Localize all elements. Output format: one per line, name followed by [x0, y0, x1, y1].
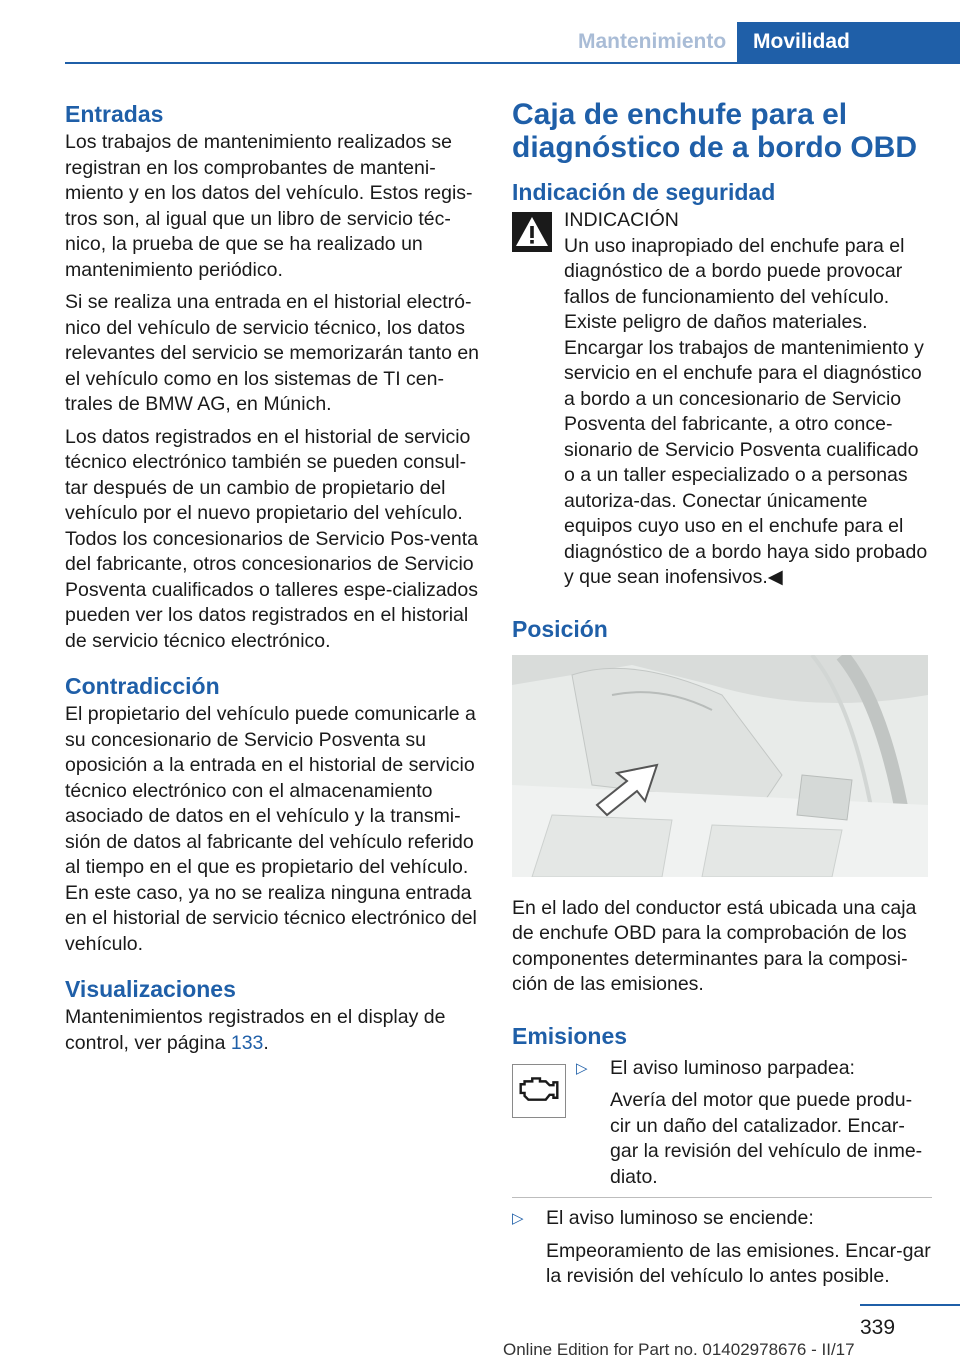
emisiones-item-1-text: Avería del motor que puede produ-cir un daño del catalizador. Encar-gar la revisión del vehículo de inme-diato. — [610, 1089, 923, 1188]
check-engine-icon-box — [512, 1064, 566, 1118]
header-section-label: Mantenimiento — [578, 30, 727, 53]
visualizaciones-text: Mantenimientos registrados en el display de control, ver página — [65, 1006, 446, 1054]
right-column — [512, 98, 932, 1297]
list-separator — [512, 1197, 932, 1198]
visualizaciones-period: . — [263, 1031, 269, 1054]
visualizaciones-heading: Visualizaciones — [65, 976, 236, 1002]
posicion-paragraph: En el lado del conductor está ubicada una caja de enchufe OBD para la comprobación de los componentes determinantes para la composi-ción de las emisiones. — [512, 896, 917, 995]
emisiones-item-2-text: Empeoramiento de las emisiones. Encar-gar la revisión del vehículo lo antes posible. — [546, 1239, 931, 1287]
obd-heading: Caja de enchufe para el diagnóstico de a bordo OBD — [512, 98, 918, 164]
obd-location-illustration — [512, 655, 928, 877]
entradas-paragraph-1: Los trabajos de mantenimiento realizados se registran en los comprobantes de manteni-miento y en los datos del vehículo. Estos regis-tros son, al igual que un libro de servicio téc-nico, la prueba de que se ha realizado un mantenimiento periódico. — [65, 131, 473, 281]
posicion-heading: Posición — [512, 615, 608, 642]
entradas-heading: Entradas — [65, 101, 164, 127]
check-engine-icon — [513, 1065, 565, 1117]
warning-triangle-icon — [512, 212, 552, 252]
section-contradiccion — [65, 670, 483, 957]
warning-block — [512, 208, 932, 591]
warning-text: Un uso inapropiado del enchufe para el diagnóstico de a bordo puede provocar fallos de funcionamiento del vehículo. Existe peligro de daños materiales. Encargar los trabajos de mantenimiento y servicio en el enchufe para el diagnóstico a bordo a un concesionario de Servicio Posventa del fabricante, a otro conce-sionario de Servicio Posventa cualificado o a un taller especializado o a personas autoriza-das. Conectar únicamente equipos cuyo uso en el enchufe para el diagnóstico de a bordo haya sido probado y que sean inofensivos.◀ — [564, 234, 928, 588]
section-entradas — [65, 98, 483, 654]
page-number: 339 — [860, 1316, 896, 1339]
entradas-paragraph-3: Los datos registrados en el historial de servicio técnico electrónico también se pueden consul-tar después de un cambio de propietario del vehículo por el nuevo propietario del vehículo. Todos los concesionarios de Servicio Pos-venta del fabricante, otros concesionarios de Servicio Posventa cualificados o talleres espe-cializados pueden ver los datos registrados en el historial de servicio técnico electrónico. — [65, 425, 478, 652]
footer-rule — [860, 1304, 960, 1306]
warning-label: INDICACIÓN — [564, 209, 679, 231]
contradiccion-paragraph: El propietario del vehículo puede comunicarle a su concesionario de Servicio Posventa su oposición a la entrada en el historial de servicio técnico electrónico con el almacenamiento asociado de datos en el vehículo y la transmi-sión de datos al fabricante del vehículo referido al tiempo en el que es propietario del vehículo. En este caso, ya no se realiza ninguna entrada en el historial de servicio técnico electrónico del vehículo. — [65, 703, 477, 955]
header-rule — [65, 62, 960, 64]
section-visualizaciones — [65, 973, 483, 1056]
edition-footer: Online Edition for Part no. 01402978676 - II/17 — [503, 1340, 855, 1359]
emisiones-item-1-title: El aviso luminoso parpadea: — [610, 1056, 855, 1079]
emisiones-item-2 — [512, 1206, 932, 1290]
contradiccion-heading: Contradicción — [65, 673, 220, 699]
left-column — [65, 98, 483, 1064]
header-chapter-tab: Movilidad — [737, 22, 960, 64]
emisiones-heading: Emisiones — [512, 1022, 628, 1049]
emisiones-list — [512, 1056, 932, 1290]
visualizaciones-paragraph — [65, 1005, 483, 1056]
entradas-paragraph-2: Si se realiza una entrada en el historial electró-nico del vehículo de servicio técnico, los datos relevantes del servicio se memorizarán tanto en el vehículo como en los sistemas de TI cen-trales de BMW AG, en Múnich. — [65, 291, 480, 415]
triangle-bullet-icon: ▷ — [576, 1059, 588, 1077]
emisiones-item-1 — [576, 1056, 932, 1191]
seguridad-heading: Indicación de seguridad — [512, 179, 776, 205]
page-link-133[interactable]: 133 — [230, 1031, 264, 1054]
triangle-bullet-icon: ▷ — [512, 1210, 524, 1227]
emisiones-item-2-title: El aviso luminoso se enciende: — [546, 1207, 814, 1229]
